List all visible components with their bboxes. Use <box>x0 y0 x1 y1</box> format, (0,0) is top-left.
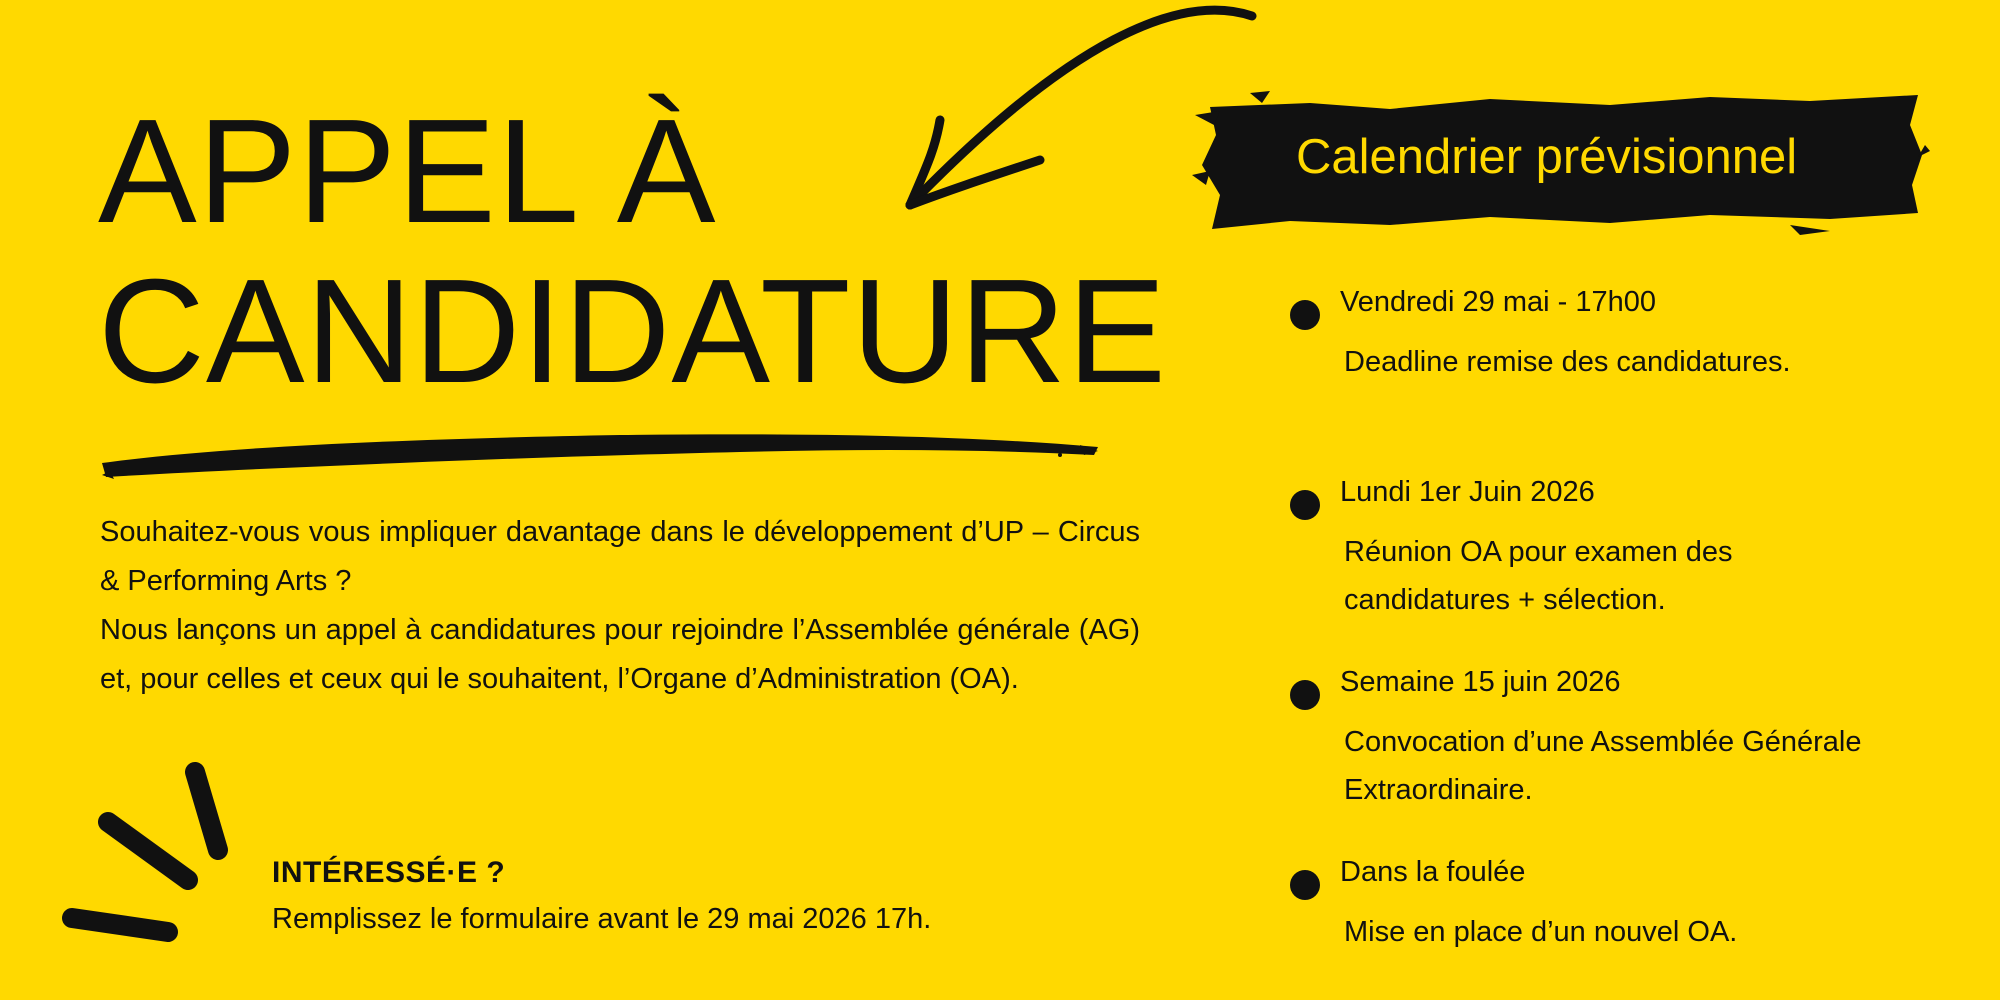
cta-text: Remplissez le formulaire avant le 29 mai 2026 17h. <box>272 903 932 935</box>
page-title-line-1: APPEL À <box>98 89 717 254</box>
bullet-dot-icon <box>1290 490 1320 520</box>
bullet-dot-icon <box>1290 870 1320 900</box>
timeline-description: Réunion OA pour examen des candidatures + sélection. <box>1344 536 1733 616</box>
timeline-date: Vendredi 29 mai - 17h00 <box>1340 286 1656 318</box>
timeline-description: Mise en place d’un nouvel OA. <box>1344 916 1738 948</box>
burst-lines-icon <box>60 760 240 950</box>
bullet-dot-icon <box>1290 300 1320 330</box>
page-title-line-2: CANDIDATURE <box>98 249 1167 414</box>
timeline-description: Convocation d’une Assemblée Générale Extraordinaire. <box>1344 726 1862 806</box>
intro-text <box>100 508 1140 704</box>
intro-paragraph-1: Souhaitez-vous vous impliquer davantage dans le développement d’UP – Circus & Performing Arts ? <box>100 516 1140 597</box>
cta-title: INTÉRESSÉ·E ? <box>272 856 506 889</box>
brush-underline <box>100 425 1100 485</box>
timeline-date: Dans la foulée <box>1340 856 1526 888</box>
bullet-dot-icon <box>1290 680 1320 710</box>
timeline-date: Semaine 15 juin 2026 <box>1340 666 1621 698</box>
timeline-date: Lundi 1er Juin 2026 <box>1340 476 1595 508</box>
intro-paragraph-2: Nous lançons un appel à candidatures pour rejoindre l’Assemblée générale (AG) et, pour celles et ceux qui le souhaitent, l’Organe d’Administration (OA). <box>100 614 1140 695</box>
calendar-heading: Calendrier prévisionnel <box>1296 130 1798 184</box>
timeline-description: Deadline remise des candidatures. <box>1344 346 1791 378</box>
